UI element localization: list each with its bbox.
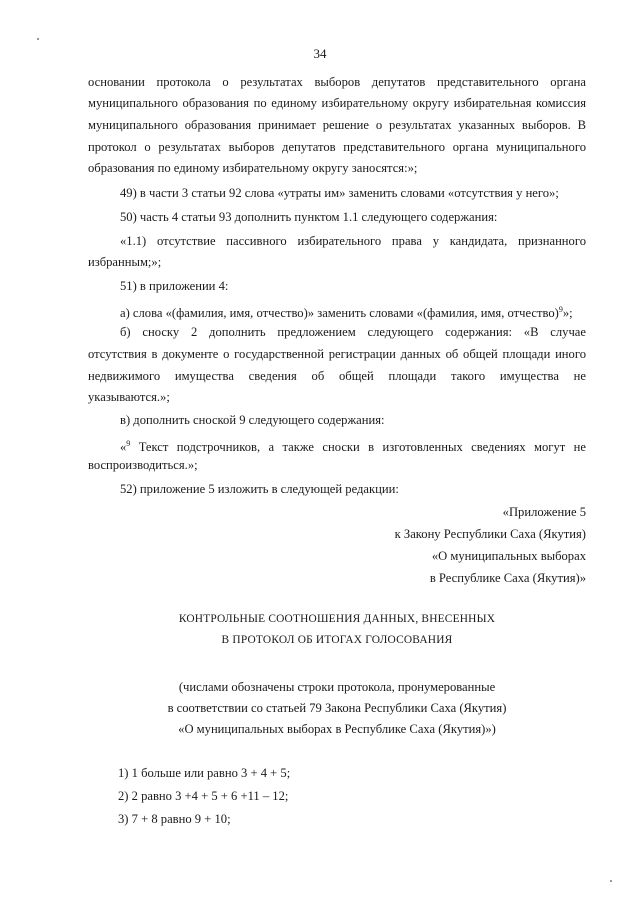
paragraph-text: а) слова «(фамилия, имя, отчество)» заменить словами «(фамилия, имя, отчество): [120, 306, 559, 321]
paragraph-text: Текст подстрочников, а также сноски в изготовленных сведениях могут не: [130, 440, 586, 455]
paragraph-v: в) дополнить сноской 9 следующего содержания:: [120, 413, 385, 427]
paragraph-line: воспроизводиться.»;: [88, 458, 198, 472]
paragraph-line: избранным;»;: [88, 255, 162, 269]
paragraph-line: отсутствия в документе о государственной регистрации данных об общей площади иного: [88, 347, 586, 361]
paragraph-line: протокол о результатах выборов депутатов представительного органа муниципального: [88, 140, 586, 154]
scan-speck: [37, 38, 39, 40]
section-heading: В ПРОТОКОЛ ОБ ИТОГАХ ГОЛОСОВАНИЯ: [221, 634, 453, 646]
paragraph-49: 49) в части 3 статьи 92 слова «утраты им» заменить словами «отсутствия у него»;: [120, 186, 559, 200]
section-heading: КОНТРОЛЬНЫЕ СООТНОШЕНИЯ ДАННЫХ, ВНЕСЕННЫХ: [178, 613, 496, 625]
paragraph-line: «1.1) отсутствие пассивного избирательного права у кандидата, признанного: [120, 234, 586, 248]
note-line: «О муниципальных выборах в Республике Саха (Якутия)»): [178, 722, 496, 736]
paragraph-51: 51) в приложении 4:: [120, 279, 229, 293]
paragraph-text: «: [120, 440, 127, 455]
list-item: 1) 1 больше или равно 3 + 4 + 5;: [118, 766, 291, 780]
appendix-header-line: «Приложение 5: [502, 505, 586, 519]
note-line: в соответствии со статьей 79 Закона Республики Саха (Якутия): [167, 701, 507, 715]
paragraph-line: недвижимого имущества сведения об общей площади такого имущества не: [88, 369, 586, 383]
note-line: (числами обозначены строки протокола, пронумерованные: [178, 680, 496, 694]
appendix-header-line: в Республике Саха (Якутия)»: [429, 571, 586, 585]
footnote-marker: 9: [126, 439, 131, 448]
paragraph-line: б) сноску 2 дополнить предложением следующего содержания: «В случае: [120, 325, 586, 339]
paragraph-text: »;: [562, 306, 573, 321]
list-item: 3) 7 + 8 равно 9 + 10;: [118, 812, 231, 826]
paragraph-line: указываются.»;: [88, 390, 170, 404]
footnote-marker: 9: [558, 305, 563, 314]
paragraph-line: муниципального образования по единому избирательному округу избирательная комиссия: [88, 96, 586, 110]
page-number: 34: [313, 46, 327, 61]
appendix-header-line: к Закону Республики Саха (Якутия): [394, 527, 586, 541]
appendix-header-line: «О муниципальных выборах: [431, 549, 586, 563]
paragraph-line: основании протокола о результатах выборов депутатов представительного органа: [88, 75, 586, 89]
paragraph-50: 50) часть 4 статьи 93 дополнить пунктом 1.1 следующего содержания:: [120, 210, 498, 224]
list-item: 2) 2 равно 3 +4 + 5 + 6 +11 – 12;: [118, 789, 289, 803]
scan-speck: [610, 880, 612, 882]
paragraph-line: муниципального образования принимает решение о результатах указанных выборов. В: [88, 118, 586, 132]
paragraph-a: [88, 299, 586, 324]
paragraph-52: 52) приложение 5 изложить в следующей редакции:: [120, 482, 399, 496]
paragraph-line: образования по единому избирательному округу заносятся:»;: [88, 161, 418, 175]
